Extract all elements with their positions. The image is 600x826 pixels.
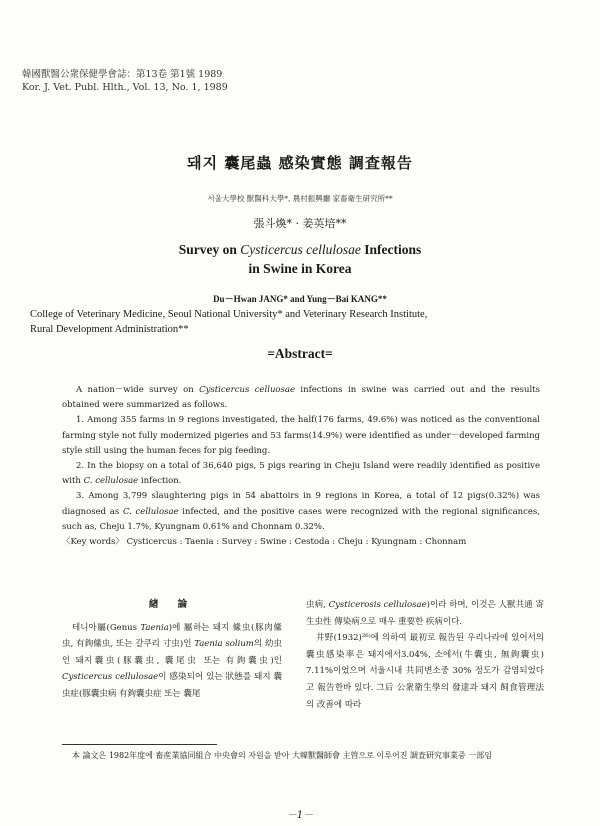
abstract-intro: A nation－wide survey on Cysticercus celluosae infections in swine was carried out and the results obtained were summarized as follows. (62, 385, 541, 411)
footnote-divider (62, 744, 217, 745)
abstract-heading: =Abstract= (267, 346, 333, 361)
korean-affiliation: 서울大學校 獸醫科大學*, 農村振興廳 家畜衛生研究所** (207, 194, 393, 203)
abstract-point-3: 3. Among 3,799 slaughtering pigs in 54 abattoirs in 9 regions in Korea, a total of 12 pigs(0.32%) was diagnosed as C. cellulosae infected, and the positive cases were recognized with the regional significances, such as, Cheju 1.7%, Kyungnam 0.61% and Chonnam 0.32%. (62, 491, 540, 532)
korean-authors: 張斗煥* · 姜英培** (253, 217, 347, 230)
english-title-line-1: Survey on Cysticercus cellulosae Infections (178, 242, 422, 257)
introduction-left-column (62, 597, 282, 703)
introduction-paragraph-2: 井野(1932)²⁶⁾에 의하여 最初로 報告된 우리나라에 있어서의 囊虫感染率은 돼지에서3.04%, 소에서(牛囊虫, 無鉤囊虫) 7.11%이었으며 서울시내 共同변소중 30% 정도가 감염되었다고 報告한바 있다. 그后 公衆衛生學의 發達과 돼지 飼食管理法의 改善에 따라 (306, 633, 544, 710)
english-affiliation-line-1: College of Veterinary Medicine, Seoul National University* and Veterinary Research Institute, (30, 309, 428, 320)
english-authors: Du－Hwan JANG* and Yung－Bai KANG** (213, 294, 387, 304)
introduction-paragraph-1-cont: 虫病, Cysticerosis cellulosae)이라 하며, 이것은 人獸共通 寄生虫性 傳染病으로 매우 重要한 疾病이다. (306, 600, 545, 627)
korean-title: 돼지 囊尾蟲 感染實態 調査報告 (187, 154, 413, 172)
abstract-body (62, 383, 540, 550)
abstract-point-1: 1. Among 355 farms in 9 regions investigated, the half(176 farms, 49.6%) was noticed as the conventional farming style not fully modernized pigeries and 53 farms(14.9%) were identified as under－developed farming style still using the human feces for pig feeding. (62, 415, 540, 456)
english-title-species: Cysticercus cellulosae (240, 242, 361, 257)
journal-citation-korean: 韓國獸醫公衆保健學會誌：第13卷 第1號 1989 (22, 69, 223, 80)
introduction-heading: 緖 論 (148, 599, 196, 610)
introduction-right-column (306, 597, 544, 713)
abstract-point-2: 2. In the biopsy on a total of 36,640 pigs, 5 pigs rearing in Cheju Island were readily identified as positive with C. cellulosae infection. (62, 461, 540, 487)
footnote: 本 論文은 1982年度에 畜産業協同組合 中央會의 자원을 받아 大韓獸醫師會 主管으로 이루어진 調査研究事業중 一部임 (72, 751, 492, 760)
english-title-line-2: in Swine in Korea (248, 261, 352, 276)
journal-citation-english: Kor. J. Vet. Publ. Hlth., Vol. 13, No. 1, 1989 (22, 82, 228, 93)
introduction-paragraph-1: 테니아屬(Genus Taenia)에 屬하는 돼지 絛虫(豚肉絛虫, 有鉤絛虫, 또는 갈쿠리 寸虫)인 Taenia solium의 幼虫인 돼지囊虫(豚囊虫, 囊尾虫 또는 有鉤囊虫)인 Cysticercus cellulosae이 感染되어 있는 狀態를 돼지 囊虫症(豚囊虫病 有鉤囊虫症 또는 囊尾 (62, 622, 282, 699)
english-affiliation-line-2: Rural Development Administration** (30, 324, 189, 335)
keywords: 〈Key words〉 Cysticercus : Taenia : Survey : Swine : Cestoda : Cheju : Kyungnam : Chonnam (62, 537, 467, 548)
journal-header (22, 68, 228, 94)
page-number: －1－ (286, 810, 314, 821)
english-affiliation (30, 307, 570, 337)
english-title (0, 240, 600, 278)
